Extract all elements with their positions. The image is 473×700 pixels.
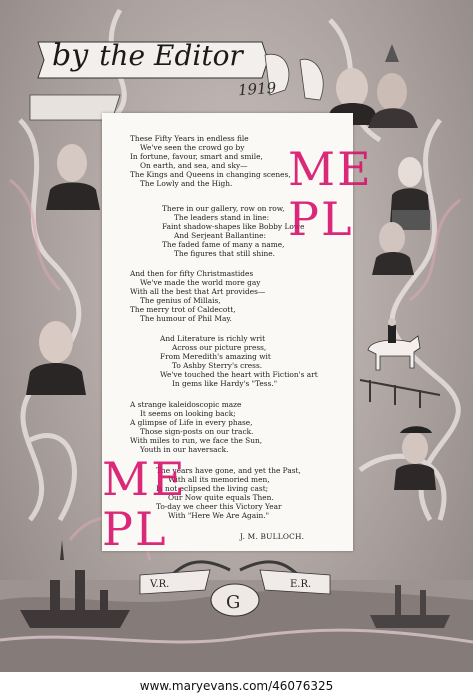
poem-line: In fortune, favour, smart and smile, (130, 151, 263, 161)
poem-line: To Ashby Sterry's cress. (172, 360, 263, 370)
watermark-top: ME (288, 142, 373, 196)
poem-line: In gems like Hardy's "Tess." (172, 378, 278, 388)
poem-line: With "Here We Are Again." (168, 510, 270, 520)
poem-line: Those sign-posts on our track. (140, 426, 254, 436)
stanza-4 (160, 335, 411, 388)
poem-line: With miles to run, we face the Sun, (130, 435, 263, 445)
poem-line: We've made the world more gay (140, 277, 261, 287)
crest-right-text: E.R. (290, 579, 312, 590)
portrait-left-upper (46, 144, 100, 210)
signature: J. M. BULLOCH. (240, 532, 305, 541)
poem-line: Youth in our haversack. (140, 444, 229, 454)
stanza-3 (130, 270, 381, 323)
poem-line: To-day we cheer this Victory Year (156, 501, 282, 511)
poem-line: With all the best that Art provides— (130, 286, 266, 296)
crest-left-text: V.R. (150, 579, 170, 590)
svg-text:G: G (226, 592, 241, 613)
poem-line: Is not eclipsed the living cast; (156, 483, 269, 493)
poem-line: A glimpse of Life in every phase, (130, 417, 253, 427)
poem-line: And then for fifty Christmastides (130, 269, 254, 278)
stanza-6 (156, 467, 407, 520)
poem-line: We've seen the crowd go by (140, 142, 245, 152)
header-title (52, 38, 243, 73)
poem-line: We've touched the heart with Fiction's art (160, 369, 318, 379)
poem-line: And Literature is richly writ (160, 334, 266, 343)
poem-line: Our Now quite equals Then. (168, 492, 274, 502)
poem-line: With all its memoried men, (168, 474, 270, 484)
poem-line: The genius of Millais, (140, 295, 221, 305)
poem-line: The years have gone, and yet the Past, (156, 466, 301, 475)
poem-line: The Lowly and the High. (140, 178, 233, 188)
poem-line: The humour of Phil May. (140, 313, 232, 323)
poem-line: And Serjeant Ballantine: (174, 230, 266, 240)
watermark-logo (288, 142, 373, 246)
poem-line: The Kings and Queens in changing scenes, (130, 169, 291, 179)
poem-line: The figures that still shine. (174, 248, 275, 258)
watermark-bottom: PL (288, 192, 354, 246)
watermark-top: ME (102, 452, 187, 506)
poem-line: It seems on looking back; (140, 408, 236, 418)
watermark-bottom: PL (102, 502, 168, 556)
poem-line: A strange kaleidoscopic maze (130, 400, 242, 409)
stanza-5 (130, 401, 381, 454)
header-year: 1919 (237, 78, 277, 100)
poem-line: There in our gallery, row on row, (162, 204, 285, 213)
footer-url: www.maryevans.com/46076325 (139, 679, 334, 693)
poem-line: On earth, and sea, and sky— (140, 160, 248, 170)
poem-line: The leaders stand in line: (174, 212, 270, 222)
poem-line: Faint shadow-shapes like Bobby Lowe (162, 221, 305, 231)
watermark-logo (102, 452, 187, 556)
poem-line: These Fifty Years in endless file (130, 134, 249, 143)
poem-line: The faded fame of many a name, (162, 239, 285, 249)
poem-line: Across our picture press, (172, 342, 267, 352)
poem-line: From Meredith's amazing wit (160, 351, 271, 361)
header-editor: the Editor (99, 39, 243, 72)
poem-line: The merry trot of Caldecott, (130, 304, 236, 314)
header-by: by (52, 38, 89, 73)
